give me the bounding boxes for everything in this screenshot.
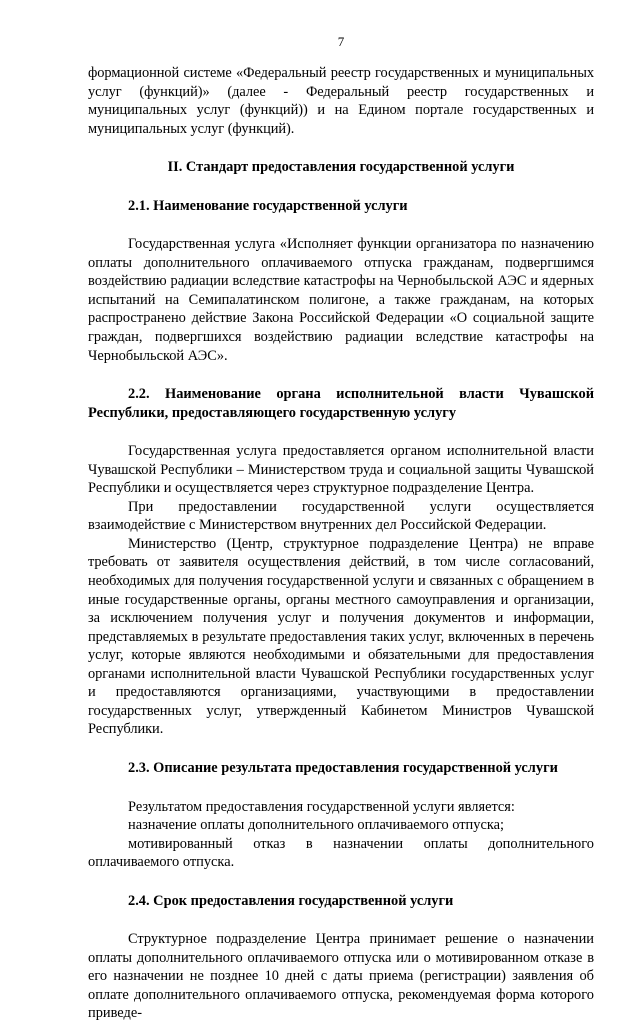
- subsection-2-3-heading: 2.3. Описание результата предоставления государственной услуги: [128, 759, 558, 776]
- document-page: [88, 34, 594, 1023]
- subsection-2-4-paragraph: Структурное подразделение Центра принимает решение о назначении оплаты дополнительного оплачиваемого отпуска или о мотивированном отказе в его назначении не позднее 10 дней с даты приема (регистрации) заявления об оплате дополнительного оплачиваемого отпуска, рекомендуемая форма которого приведе-: [88, 931, 594, 1022]
- subsection-2-2-paragraph-1: Государственная услуга предоставляется органом исполнительной власти Чувашской Республики – Министерством труда и социальной защиты Чувашской Республики и осуществляется через структурное подразделение Центра.: [88, 443, 594, 497]
- intro-paragraph: формационной системе «Федеральный реестр государственных и муниципальных услуг (функций)» (далее - Федеральный реестр государственных и муниципальных услуг (функций)) и на Едином портале государственных и муниципальных услуг (функций).: [88, 65, 594, 137]
- subsection-2-1-heading: 2.1. Наименование государственной услуги: [128, 197, 408, 214]
- subsection-2-2-paragraph-3: Министерство (Центр, структурное подразделение Центра) не вправе требовать от заявителя осуществления действий, в том числе согласований, необходимых для получения государственной услуги и связанных с обращением в иные государственные органы, органы местного самоуправления и организации, за исключением получения услуг и получения документов и информации, представляемых в результате предоставления таких услуг, включенных в перечень услуг, которые являются необходимыми и обязательными для предоставления органами исполнительной власти Чувашской Республики государственных услуг и предоставляются организациями, участвующими в предоставлении государственных услуг, утвержденный Кабинетом Министров Чувашской Республики.: [88, 535, 594, 738]
- page-number: 7: [337, 34, 345, 49]
- subsection-2-4-heading: 2.4. Срок предоставления государственной услуги: [128, 892, 454, 909]
- section-2-heading: II. Стандарт предоставления государственной услуги: [167, 159, 515, 176]
- subsection-2-3-lead: Результатом предоставления государственной услуги является:: [128, 798, 515, 815]
- subsection-2-3-item-1: назначение оплаты дополнительного оплачиваемого отпуска;: [128, 817, 504, 834]
- subsection-2-2-heading: 2.2. Наименование органа исполнительной власти Чувашской Республики, предоставляющего государственную услугу: [88, 386, 594, 421]
- subsection-2-3-item-2: мотивированный отказ в назначении оплаты дополнительного оплачиваемого отпуска.: [88, 835, 594, 871]
- subsection-2-1-paragraph: Государственная услуга «Исполняет функции организатора по назначению оплаты дополнительного оплачиваемого отпуска гражданам, подвергшимся воздействию радиации вследствие катастрофы на Чернобыльской АЭС и ядерных испытаний на Семипалатинском полигоне, а также гражданам, на которых распространено действие Закона Российской Федерации «О социальной защите граждан, подвергшихся воздействию радиации вследствие катастрофы на Чернобыльской АЭС».: [88, 236, 594, 364]
- subsection-2-2-paragraph-2: При предоставлении государственной услуги осуществляется взаимодействие с Министерством внутренних дел Российской Федерации.: [88, 498, 594, 534]
